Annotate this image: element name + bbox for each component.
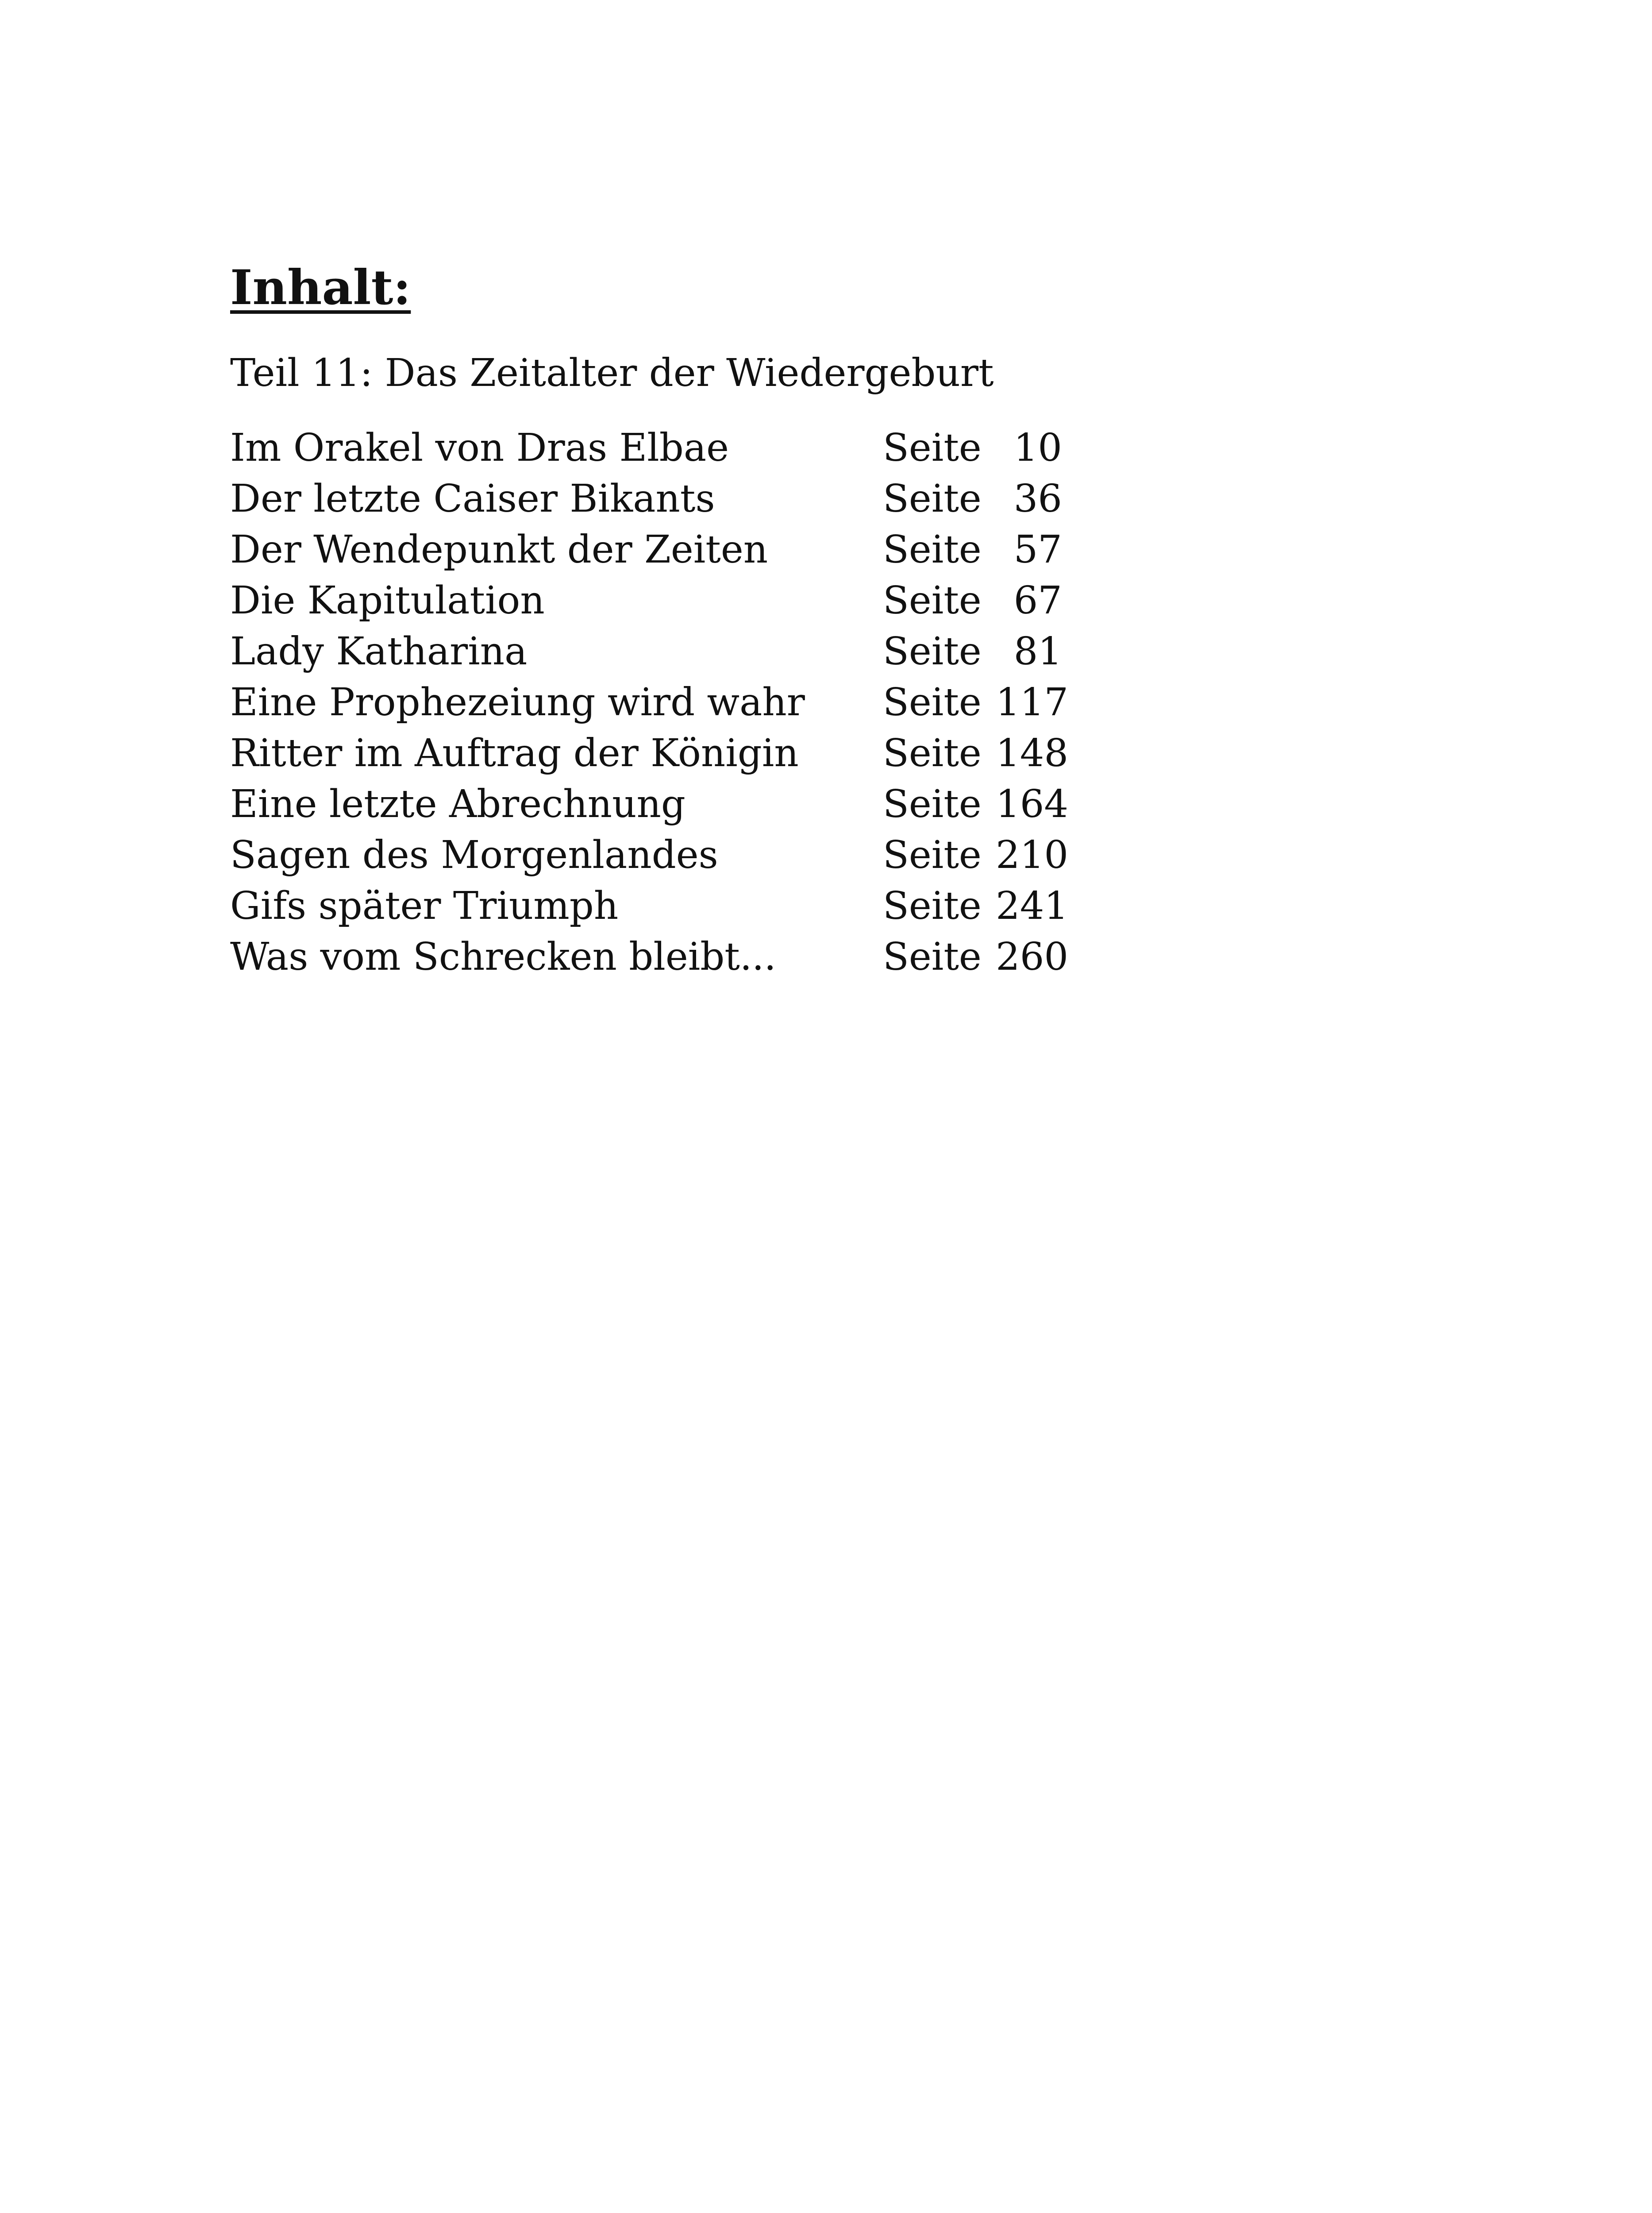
toc-entry-page-number: 241 [996, 884, 1069, 928]
toc-entry-list [230, 423, 1115, 983]
toc-entry [230, 423, 1115, 474]
toc-entry-page-label: Seite [883, 629, 982, 674]
toc-entry-page-label: Seite [883, 884, 982, 928]
toc-entry-page-number: 260 [996, 935, 1069, 979]
toc-entry-title: Eine Prophezeiung wird wahr [230, 680, 805, 725]
toc-entry-page-number: 148 [996, 731, 1069, 775]
toc-entry-title: Ritter im Auftrag der Königin [230, 731, 799, 775]
toc-entry-page-number: 164 [996, 782, 1069, 826]
toc-entry [230, 474, 1115, 524]
toc-entry-title: Gifs später Triumph [230, 884, 619, 928]
toc-entry-title: Die Kapitulation [230, 578, 545, 623]
toc-entry-title: Der Wendepunkt der Zeiten [230, 528, 768, 572]
toc-entry [230, 830, 1115, 881]
toc-entry-title: Eine letzte Abrechnung [230, 782, 685, 826]
toc-entry-title: Lady Katharina [230, 629, 528, 674]
toc-entry-page-label: Seite [883, 578, 982, 623]
toc-entry [230, 575, 1115, 626]
toc-entry [230, 932, 1115, 983]
toc-entry-page-label: Seite [883, 477, 982, 521]
toc-entry [230, 524, 1115, 575]
toc-entry [230, 881, 1115, 932]
toc-entry-page-label: Seite [883, 833, 982, 877]
toc-entry-page-number: 10 [1013, 426, 1062, 470]
toc-entry-page-number: 36 [1013, 477, 1062, 521]
toc-entry-page-label: Seite [883, 731, 982, 775]
toc-entry-page-number: 117 [996, 680, 1069, 725]
toc-entry-title: Was vom Schrecken bleibt... [230, 935, 776, 979]
toc-entry-page-number: 81 [1013, 629, 1062, 674]
toc-entry-page-label: Seite [883, 528, 982, 572]
toc-heading: Inhalt: [230, 260, 411, 316]
table-of-contents [230, 259, 1115, 990]
toc-entry [230, 728, 1115, 779]
toc-entry-title: Sagen des Morgenlandes [230, 833, 718, 877]
toc-entry-title: Im Orakel von Dras Elbae [230, 426, 729, 470]
toc-entry-page-label: Seite [883, 680, 982, 725]
toc-entry-page-number: 67 [1013, 578, 1062, 623]
toc-entry [230, 626, 1115, 677]
toc-entry-page-label: Seite [883, 426, 982, 470]
toc-entry [230, 677, 1115, 728]
toc-part-title: Teil 11: Das Zeitalter der Wiedergeburt [230, 351, 994, 395]
toc-entry-page-label: Seite [883, 782, 982, 826]
toc-entry-page-label: Seite [883, 935, 982, 979]
toc-entry [230, 779, 1115, 830]
toc-entry-page-number: 210 [996, 833, 1069, 877]
toc-entry-title: Der letzte Caiser Bikants [230, 477, 715, 521]
toc-entry-page-number: 57 [1013, 528, 1062, 572]
